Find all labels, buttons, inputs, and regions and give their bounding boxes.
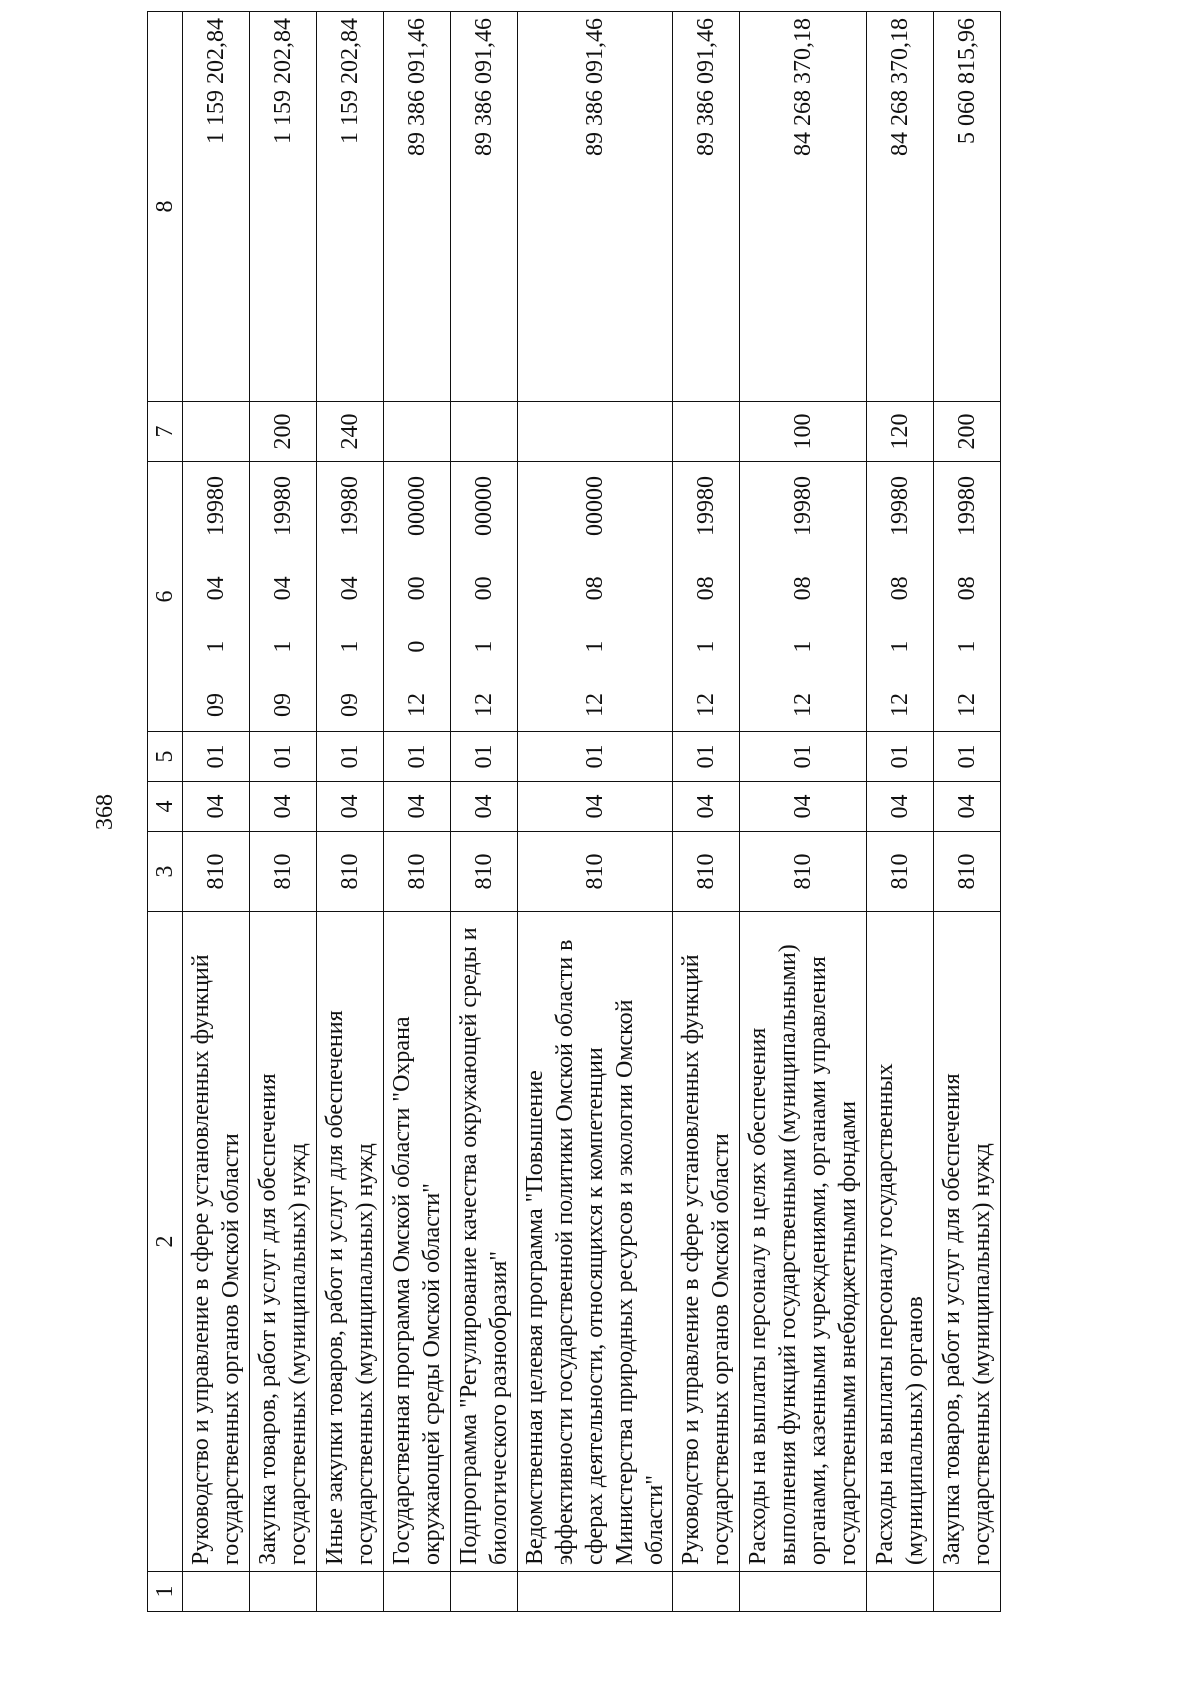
header-cell: 4: [148, 782, 183, 832]
header-cell: 7: [148, 402, 183, 462]
target-article-code: [201, 468, 231, 725]
amount-cell: 1 159 202,84: [250, 12, 317, 402]
expense-name-cell: Государственная программа Омской области "Охрана окружающей среды Омской области": [384, 912, 451, 1572]
row-number-cell: [867, 1572, 934, 1612]
subsection-code-cell: 01: [934, 732, 1001, 782]
admin-code-cell: 810: [673, 832, 740, 912]
expense-name-cell: Руководство и управление в сфере установленных функций государственных органов Омской области: [183, 912, 250, 1572]
target-article-code-cell: [384, 462, 451, 732]
table-row: [250, 12, 317, 1612]
section-code-cell: 04: [183, 782, 250, 832]
section-code-cell: 04: [250, 782, 317, 832]
target-article-code: [952, 468, 982, 725]
table-row: [317, 12, 384, 1612]
subsection-code-cell: 01: [740, 732, 867, 782]
section-code-cell: 04: [384, 782, 451, 832]
code-part: 12: [471, 693, 497, 717]
table-row: [673, 12, 740, 1612]
section-code-cell: 04: [867, 782, 934, 832]
expense-type-cell: 120: [867, 402, 934, 462]
row-number-cell: [673, 1572, 740, 1612]
row-number-cell: [183, 1572, 250, 1612]
admin-code-cell: 810: [740, 832, 867, 912]
subsection-code-cell: 01: [673, 732, 740, 782]
target-article-code: [885, 468, 915, 725]
expense-type-cell: 100: [740, 402, 867, 462]
code-part: 19980: [887, 476, 913, 537]
header-cell: 5: [148, 732, 183, 782]
admin-code-cell: 810: [384, 832, 451, 912]
expense-type-cell: [518, 402, 673, 462]
code-part: 1: [582, 640, 608, 653]
code-part: 1: [471, 640, 497, 653]
code-part: 08: [887, 576, 913, 601]
code-part: 19980: [337, 476, 363, 537]
target-article-code: [402, 468, 432, 725]
code-part: 1: [270, 640, 296, 653]
amount-cell: 84 268 370,18: [740, 12, 867, 402]
table-body: [183, 12, 1001, 1612]
table-row: [934, 12, 1001, 1612]
code-part: 1: [693, 640, 719, 653]
code-part: 12: [582, 693, 608, 717]
target-article-code-cell: [518, 462, 673, 732]
expense-name-cell: Закупка товаров, работ и услуг для обеспечения государственных (муниципальных) нужд: [934, 912, 1001, 1572]
target-article-code-cell: [183, 462, 250, 732]
code-part: 19980: [954, 476, 980, 537]
code-part: 08: [693, 576, 719, 601]
code-part: 1: [790, 640, 816, 653]
target-article-code: [691, 468, 721, 725]
table-row: [740, 12, 867, 1612]
code-part: 19980: [203, 476, 229, 537]
amount-cell: 89 386 091,46: [518, 12, 673, 402]
amount-cell: 84 268 370,18: [867, 12, 934, 402]
code-part: 04: [270, 576, 296, 601]
expense-type-cell: 200: [934, 402, 1001, 462]
rotated-page: [92, 12, 1200, 1612]
expense-type-cell: 240: [317, 402, 384, 462]
target-article-code: [788, 468, 818, 725]
amount-cell: 1 159 202,84: [317, 12, 384, 402]
expense-type-cell: [183, 402, 250, 462]
section-code-cell: 04: [740, 782, 867, 832]
row-number-cell: [934, 1572, 1001, 1612]
amount-cell: 1 159 202,84: [183, 12, 250, 402]
row-number-cell: [384, 1572, 451, 1612]
expense-name-cell: Расходы на выплаты персоналу в целях обеспечения выполнения функций государственными (муниципальными) органами, казенными учреждениями, органами управления государственными внебюджетными фондами: [740, 912, 867, 1572]
expense-type-cell: [451, 402, 518, 462]
subsection-code-cell: 01: [518, 732, 673, 782]
target-article-code-cell: [673, 462, 740, 732]
target-article-code: [268, 468, 298, 725]
target-article-code: [580, 468, 610, 725]
expense-type-cell: 200: [250, 402, 317, 462]
row-number-cell: [317, 1572, 384, 1612]
amount-cell: 5 060 815,96: [934, 12, 1001, 402]
code-part: 00000: [471, 476, 497, 537]
header-cell: 2: [148, 912, 183, 1572]
table-row: [518, 12, 673, 1612]
page-number: 368: [92, 794, 118, 830]
code-part: 12: [887, 693, 913, 717]
table-row: [183, 12, 250, 1612]
subsection-code-cell: 01: [183, 732, 250, 782]
target-article-code-cell: [934, 462, 1001, 732]
admin-code-cell: 810: [183, 832, 250, 912]
section-code-cell: 04: [673, 782, 740, 832]
admin-code-cell: 810: [518, 832, 673, 912]
code-part: 09: [337, 693, 363, 717]
expense-name-cell: Подпрограмма "Регулирование качества окружающей среды и биологического разнообразия": [451, 912, 518, 1572]
table-row: [867, 12, 934, 1612]
expense-type-cell: [673, 402, 740, 462]
admin-code-cell: 810: [451, 832, 518, 912]
code-part: 0: [404, 640, 430, 653]
row-number-cell: [518, 1572, 673, 1612]
target-article-code-cell: [250, 462, 317, 732]
row-number-cell: [740, 1572, 867, 1612]
header-cell: 6: [148, 462, 183, 732]
amount-cell: 89 386 091,46: [673, 12, 740, 402]
code-part: 00000: [404, 476, 430, 537]
expense-name-cell: Руководство и управление в сфере установленных функций государственных органов Омской области: [673, 912, 740, 1572]
subsection-code-cell: 01: [250, 732, 317, 782]
header-row: [148, 12, 183, 1612]
target-article-code-cell: [451, 462, 518, 732]
code-part: 12: [790, 693, 816, 717]
expense-name-cell: Иные закупки товаров, работ и услуг для обеспечения государственных (муниципальных) нужд: [317, 912, 384, 1572]
amount-cell: 89 386 091,46: [451, 12, 518, 402]
code-part: 19980: [790, 476, 816, 537]
target-article-code-cell: [317, 462, 384, 732]
target-article-code-cell: [740, 462, 867, 732]
table-row: [384, 12, 451, 1612]
code-part: 1: [887, 640, 913, 653]
subsection-code-cell: 01: [867, 732, 934, 782]
header-cell: 1: [148, 1572, 183, 1612]
code-part: 08: [954, 576, 980, 601]
subsection-code-cell: 01: [451, 732, 518, 782]
section-code-cell: 04: [934, 782, 1001, 832]
section-code-cell: 04: [317, 782, 384, 832]
admin-code-cell: 810: [867, 832, 934, 912]
admin-code-cell: 810: [317, 832, 384, 912]
admin-code-cell: 810: [250, 832, 317, 912]
expense-type-cell: [384, 402, 451, 462]
code-part: 19980: [270, 476, 296, 537]
subsection-code-cell: 01: [317, 732, 384, 782]
amount-cell: 89 386 091,46: [384, 12, 451, 402]
expense-name-cell: Ведомственная целевая программа "Повышение эффективности государственной политики Омской области в сферах деятельности, относящихся к компетенции Министерства природных ресурсов и экологии Омской области": [518, 912, 673, 1572]
code-part: 04: [203, 576, 229, 601]
table-row: [451, 12, 518, 1612]
target-article-code: [469, 468, 499, 725]
code-part: 08: [582, 576, 608, 601]
code-part: 00: [471, 576, 497, 601]
admin-code-cell: 810: [934, 832, 1001, 912]
code-part: 1: [337, 640, 363, 653]
code-part: 12: [404, 693, 430, 717]
code-part: 08: [790, 576, 816, 601]
row-number-cell: [451, 1572, 518, 1612]
expense-name-cell: Расходы на выплаты персоналу государственных (муниципальных) органов: [867, 912, 934, 1572]
code-part: 00: [404, 576, 430, 601]
target-article-code-cell: [867, 462, 934, 732]
budget-table: [147, 11, 1001, 1612]
target-article-code: [335, 468, 365, 725]
header-cell: 3: [148, 832, 183, 912]
section-code-cell: 04: [451, 782, 518, 832]
section-code-cell: 04: [518, 782, 673, 832]
code-part: 12: [954, 693, 980, 717]
code-part: 09: [203, 693, 229, 717]
code-part: 04: [337, 576, 363, 601]
expense-name-cell: Закупка товаров, работ и услуг для обеспечения государственных (муниципальных) нужд: [250, 912, 317, 1572]
code-part: 1: [203, 640, 229, 653]
subsection-code-cell: 01: [384, 732, 451, 782]
code-part: 1: [954, 640, 980, 653]
header-cell: 8: [148, 12, 183, 402]
code-part: 09: [270, 693, 296, 717]
code-part: 12: [693, 693, 719, 717]
code-part: 19980: [693, 476, 719, 537]
code-part: 00000: [582, 476, 608, 537]
row-number-cell: [250, 1572, 317, 1612]
